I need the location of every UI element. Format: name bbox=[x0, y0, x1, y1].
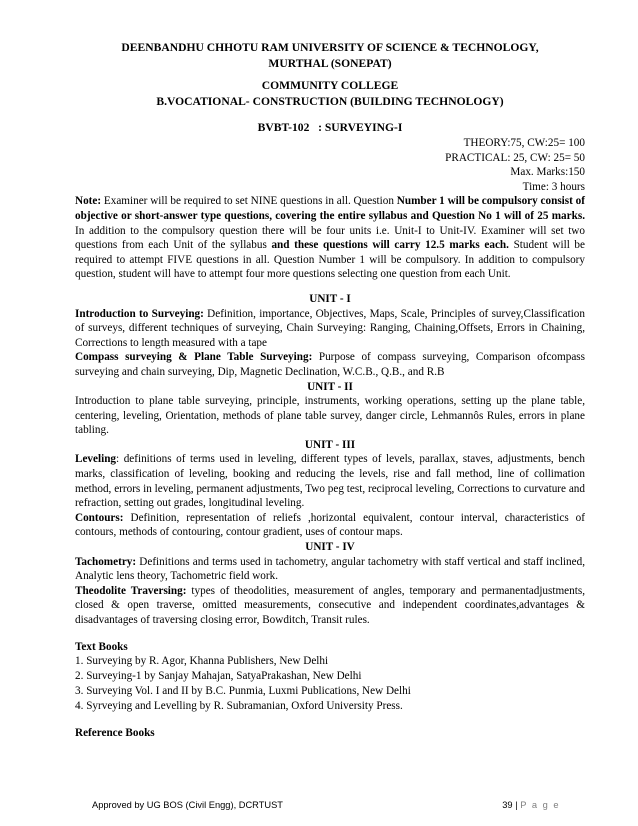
list-item: 1. Surveying by R. Agor, Khanna Publishers, New Delhi bbox=[75, 655, 329, 668]
marks-theory: THEORY:75, CW:25= 100 bbox=[463, 137, 585, 149]
college-name: COMMUNITY COLLEGE bbox=[261, 79, 399, 92]
page-separator: | bbox=[515, 800, 518, 810]
unit-1-heading-1: Introduction to Surveying: bbox=[75, 307, 204, 320]
programme-name: B.VOCATIONAL- CONSTRUCTION (BUILDING TECHNOLOGY) bbox=[156, 95, 504, 108]
unit-1-text-1: Definition, importance, Objectives, Maps, Scale, Principles of survey,Classification of surveys, different techniques of surveying, Chain Surveying: Ranging, Chaining,Offsets, Errors in Chaining, Corrections to length measured with a tape bbox=[75, 307, 585, 349]
page-number-label bbox=[502, 800, 560, 810]
note-text-2: In addition to the compulsory question there will be four units i.e. Unit-I to Unit-IV. Examiner will set two questions from each Unit of the syllabus bbox=[75, 224, 585, 252]
unit-1-title: UNIT - I bbox=[309, 292, 351, 305]
unit-4-paragraph-1 bbox=[75, 555, 585, 584]
unit-1-text-2: Purpose of compass surveying, Comparison ofcompass surveying and chain surveying, Dip, Magnetic Declination, W.C.B., Q.B., and R.B bbox=[75, 351, 585, 378]
unit-4-heading-1: Tachometry: bbox=[75, 555, 137, 568]
approval-note: Approved by UG BOS (Civil Engg), DCRTUST bbox=[92, 800, 283, 810]
unit-4-text-1: Definitions and terms used in tachometry, angular tachometry with staff vertical and staff inclined, Analytic lens theory, Tachometric field work. bbox=[75, 555, 585, 583]
page-word: P a g e bbox=[520, 800, 560, 810]
unit-3-heading-2: Contours: bbox=[75, 511, 124, 524]
unit-4-heading-2: Theodolite Traversing: bbox=[75, 584, 187, 597]
unit-3-title: UNIT - III bbox=[304, 438, 356, 451]
list-item: 3. Surveying Vol. I and II by B.C. Punmia, Luxmi Publications, New Delhi bbox=[75, 685, 411, 698]
unit-3-text-2: Definition, representation of reliefs ,horizontal equivalent, contour interval, characteristics of contours, methods of contouring, contour gradient, uses of contour maps. bbox=[75, 511, 585, 539]
unit-3-paragraph-2 bbox=[75, 511, 585, 540]
unit-2-paragraph-1: Introduction to plane table surveying, principle, instruments, working operations, setting up the plane table, centering, leveling, Orientation, methods of plane table survey, danger circle, Lehmannôs Rules, errors in plane tabling. bbox=[75, 395, 585, 437]
unit-3-paragraph-1 bbox=[75, 452, 585, 510]
unit-1-paragraph-1 bbox=[75, 307, 585, 351]
note-bold-2: and these questions will carry 12.5 marks each. bbox=[271, 239, 509, 252]
note-paragraph bbox=[75, 194, 585, 282]
text-books-heading: Text Books bbox=[75, 640, 128, 653]
text-books-list bbox=[75, 654, 585, 714]
unit-4-text-2: types of theodolities, measurement of angles, temporary and permanentadjustments, closed & open traverse, omitted measurements, consecutive and independent coordinates,advantages & disadvantages of traversing closing error, Bowditch, Transit rules. bbox=[75, 584, 585, 626]
marks-practical: PRACTICAL: 25, CW: 25= 50 bbox=[445, 151, 585, 164]
exam-time: Time: 3 hours bbox=[522, 180, 585, 193]
university-name: DEENBANDHU CHHOTU RAM UNIVERSITY OF SCIENCE & TECHNOLOGY, bbox=[121, 41, 539, 54]
course-code-title: BVBT-102 : SURVEYING-I bbox=[257, 121, 403, 134]
unit-4-paragraph-2 bbox=[75, 584, 585, 628]
list-item: 2. Surveying-1 by Sanjay Mahajan, SatyaPrakashan, New Delhi bbox=[75, 670, 362, 683]
note-label: Note: bbox=[75, 195, 102, 208]
note-text-1: Examiner will be required to set NINE questions in all. Question bbox=[101, 195, 397, 208]
list-item: 4. Syrveying and Levelling by R. Subramanian, Oxford University Press. bbox=[75, 700, 403, 713]
university-location: MURTHAL (SONEPAT) bbox=[268, 57, 392, 70]
reference-books-heading: Reference Books bbox=[75, 727, 155, 740]
note-bold-1: Number 1 will be compulsory consist of objective or short-answer type questions, covering the entire syllabus and Question No 1 will of 25 marks. bbox=[75, 195, 585, 222]
document-page bbox=[75, 40, 585, 741]
unit-2-title: UNIT - II bbox=[307, 380, 353, 393]
max-marks: Max. Marks:150 bbox=[510, 166, 585, 179]
unit-1-paragraph-2 bbox=[75, 350, 585, 379]
page-number: 39 bbox=[502, 800, 513, 810]
unit-1-heading-2: Compass surveying & Plane Table Surveying: bbox=[75, 351, 313, 364]
unit-4-title: UNIT - IV bbox=[305, 541, 355, 554]
note-text-3: Student will be required to attempt FIVE questions in all. Question Number 1 will be compulsory. In addition to compulsory question, student will have to attempt four more questions selecting one question from each Unit. bbox=[75, 239, 585, 281]
unit-3-heading-1: Leveling bbox=[75, 453, 117, 466]
unit-3-text-1: : definitions of terms used in leveling, different types of levels, parallax, staves, adjustments, bench marks, classification of leveling, booking and reducing the levels, rise and fall method, line of collimation method, errors in leveling, permanent adjustments, Two peg test, reciprocal leveling, Corrections to curvature and refraction, setting out grades, longitudinal leveling. bbox=[75, 453, 585, 510]
